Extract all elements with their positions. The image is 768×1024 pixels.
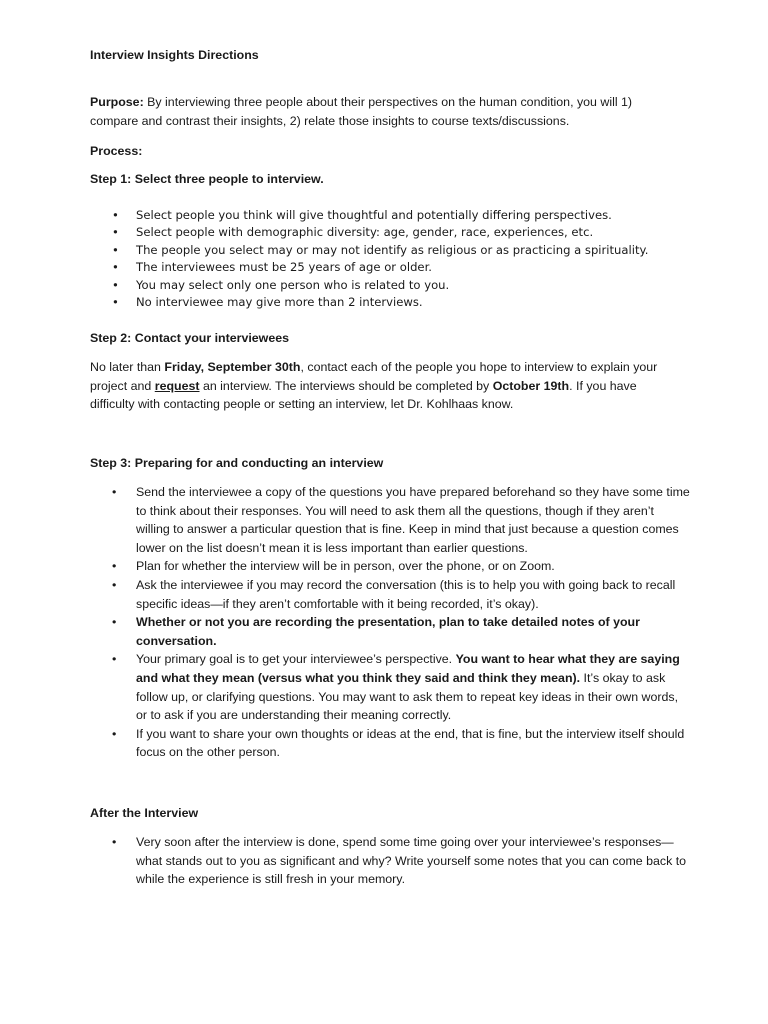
list-item: • Plan for whether the interview will be in person, over the phone, or on Zoom. <box>90 557 690 576</box>
list-item: • Your primary goal is to get your interviewee’s perspective. You want to hear what they are saying and what they mean (versus what you think they said and think they mean). It’s okay to ask follow up, or clarifying questions. You may want to ask them to repeat key ideas in their own words, or to ask if you are understanding their meaning correctly. <box>112 652 680 723</box>
bullet-icon: • <box>112 242 119 257</box>
process-heading: Process: <box>90 144 143 158</box>
list-item: • If you want to share your own thoughts or ideas at the end, that is fine, but the interview itself should focus on the other person. <box>112 726 685 760</box>
purpose-text: By interviewing three people about their perspectives on the human condition, you will 1) compare and contrast their insights, 2) relate those insights to course texts/discussions. <box>90 95 633 128</box>
list-item: • The interviewees must be 25 years of age or older. <box>90 259 690 276</box>
bullet-icon: • <box>112 208 119 222</box>
purpose-paragraph <box>90 93 660 130</box>
list-item: • Select people with demographic diversity: age, gender, race, experiences, etc. <box>90 224 690 241</box>
list-item: • You may select only one person who is related to you. <box>90 277 690 294</box>
after-list <box>90 833 690 889</box>
bullet-icon: • <box>112 295 119 310</box>
after-heading: After the Interview <box>90 806 199 820</box>
document-title: Interview Insights Directions <box>90 48 259 62</box>
bullet-icon: • <box>112 260 119 275</box>
bullet-icon: • <box>112 652 117 667</box>
bullet-icon: • <box>112 277 119 292</box>
bullet-icon: • <box>112 485 117 499</box>
purpose-label: Purpose: <box>90 95 144 109</box>
bullet-icon: • <box>112 835 117 849</box>
list-item: • Select people you think will give thoughtful and potentially differing perspectives. <box>90 207 690 224</box>
step1-list <box>90 207 690 311</box>
bullet-icon: • <box>112 615 117 630</box>
list-item: • Whether or not you are recording the presentation, plan to take detailed notes of your conversation. <box>112 615 640 648</box>
bullet-icon: • <box>112 225 119 240</box>
bullet-icon: • <box>112 559 117 574</box>
deadline-complete: October 19th <box>492 378 570 393</box>
step1-heading: Step 1: Select three people to interview. <box>90 172 324 186</box>
list-item: • Send the interviewee a copy of the questions you have prepared beforehand so they have some time to think about their responses. You will need to ask them all the questions, though if they aren’t willing to answer a particular question that is fine. Keep in mind that just because a question comes lower on the list doesn’t mean it is less important than earlier questions. <box>112 485 690 555</box>
deadline-contact: Friday, September 30th <box>164 360 301 374</box>
list-item: • No interviewee may give more than 2 interviews. <box>90 294 690 311</box>
step3-list <box>90 483 690 762</box>
list-item: • Very soon after the interview is done, spend some time going over your interviewee’s responses—what stands out to you as significant and why? Write yourself some notes that you can come back to while the experience is still fresh in your memory. <box>112 835 687 887</box>
bullet-icon: • <box>112 726 117 741</box>
step2-paragraph: No later than Friday, September 30th, contact each of the people you hope to interview to explain your project and request an interview. The interviews should be completed by October 19th. If you have difficulty with contacting people or setting an interview, let Dr. Kohlhaas know. <box>90 360 658 412</box>
step2-heading: Step 2: Contact your interviewees <box>90 331 289 345</box>
request-emphasis: request <box>154 378 200 393</box>
list-item: • The people you select may or may not identify as religious or as practicing a spirituality. <box>90 242 690 259</box>
step3-heading: Step 3: Preparing for and conducting an interview <box>90 456 384 470</box>
list-item: • Ask the interviewee if you may record the conversation (this is to help you with going back to recall specific ideas—if they aren’t comfortable with it being recorded, it’s okay). <box>112 577 676 611</box>
bullet-icon: • <box>112 577 117 592</box>
